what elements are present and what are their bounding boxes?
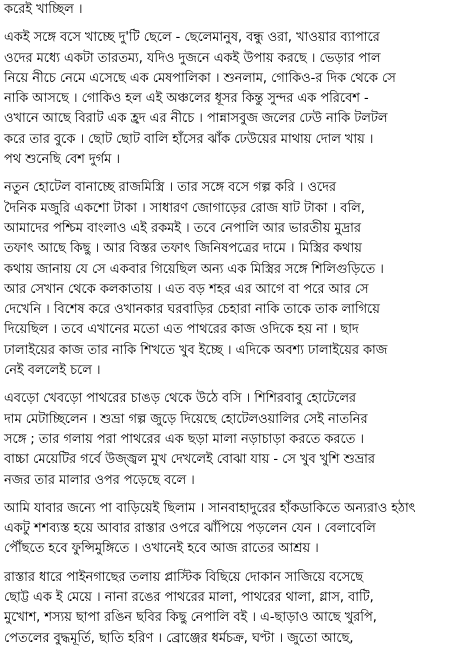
text-line: নজর তার মালার ওপর পড়েছে বলে ।: [4, 472, 195, 488]
text-line: আর সেখান থেকে কলকাতায় । এত বড় শহর এর আগে বা পরে আর সে: [4, 281, 369, 297]
text-line: নেই বললেই চলে ।: [4, 363, 101, 379]
text-line: নতুন হোটেল বানাচ্ছে রাজমিস্ত্রি । তার সঙ্গে বসে গল্প করি । ওদের: [4, 180, 336, 196]
text-line: দেখেনি । বিশেষ করে ওখানকার ঘরবাড়ির চেহারা নাকি তাকে তাক লাগিয়ে: [4, 302, 380, 318]
text-line: তফাৎ আছে কিছু । আর বিস্তর তফাৎ জিনিষপত্রের দামে । মিস্ত্রির কথায়: [4, 241, 362, 257]
text-line: বাচ্চা মেয়েটির গর্বে উজ্জ্বল মুখ দেখলেই বোঝা যায় - সে খুব খুশি শুভ্রার: [4, 452, 375, 468]
paragraph-gap: [4, 491, 454, 499]
text-line: আমাদের পশ্চিম বাংলাও এই রকমই । তবে নেপালি আর ভারতীয় মুদ্রার: [4, 220, 361, 236]
text-line: করে তার বুকে । ছোট ছোট বালি হাঁসের ঝাঁক ঢেউয়ের মাথায় দোল খায় ।: [4, 131, 374, 147]
text-line: আমি যাবার জন্যে পা বাড়িয়েই ছিলাম । সানবাহাদুরের হাঁকডাকিতে অন্যরাও হঠাৎ: [4, 500, 416, 516]
text-line: নিয়ে নীচে নেমে এসেছে এক মেষপালিকা । শুনলাম, গোকিও-র দিক থেকে সে: [4, 70, 396, 86]
text-line: কথায় জানায় যে সে একবার গিয়েছিল অন্য এক মিস্ত্রির সঙ্গে শিলিগুড়িতে ।: [4, 261, 384, 277]
text-line: করেই খাচ্ছিল ।: [4, 2, 83, 17]
text-line: রাস্তার ধারে পাইনগাছের তলায় প্লাস্টিক বিছিয়ে দোকান সাজিয়ে বসেছে: [4, 569, 364, 585]
paragraph: [4, 568, 454, 649]
text-line: একটু শশব্যস্ত হয়ে আবার রাস্তার ওপরে ঝাঁপিয়ে পড়লেন যেন । বেলাবেলি: [4, 521, 376, 537]
text-line: পেতলের বুদ্ধমূর্তি, ছাতি হরিণ । ব্রোঞ্জের ধর্মচক্র, ঘণ্টা । জুতো আছে,: [4, 630, 354, 646]
text-line: পথ শুনেছি বেশ দুর্গম ।: [4, 152, 120, 168]
text-line: ঢালাইয়ের কাজ তার নাকি শিখতে খুব ইচ্ছে । এদিকে অবশ্য ঢালাইয়ের কাজ: [4, 342, 388, 358]
text-line: ওখানে আছে বিরাট এক হ্রদ এর নীচে । পান্নাসবুজ জলের ঢেউ নাকি টলটল: [4, 111, 388, 127]
paragraph: [4, 28, 454, 170]
text-line: দাম মেটাচ্ছিলেন । শুভ্রা গল্প জুড়ে দিয়েছে হোটেলওয়ালির সেই নাতনির: [4, 411, 368, 427]
paragraph-gap: [4, 20, 454, 28]
text-line: সঙ্গে ; তার গলায় পরা পাথরের এক ছড়া মালা নড়াচাড়া করতে করতে ।: [4, 431, 365, 447]
text-line: এবড়ো খেবড়ো পাথরের চাঙড় থেকে উঠে বসি । শিশিরবাবু হোটেলের: [4, 391, 357, 407]
paragraph: [4, 499, 454, 560]
text-line: দিয়েছিল । তবে এখানের মতো এত পাথরের কাজ ওদিকে হয় না । ছাদ: [4, 322, 359, 338]
text-line: পৌঁছতে হবে ফুন্সিমুঙ্গিতে । ওখানেই হবে আজ রাতের আশ্রয় ।: [4, 541, 319, 557]
paragraph-gap: [4, 170, 454, 178]
text-line: দৈনিক মজুরি একশো টাকা । সাধারণ জোগাড়ের রোজ ষাট টাকা । বলি,: [4, 200, 365, 216]
paragraph: [4, 389, 454, 490]
paragraph: [4, 0, 454, 20]
text-line: ওদের মধ্যে একটা তারতম্য, যদিও দুজনে একই উপায় করছে । ভেড়ার পাল: [4, 50, 381, 66]
paragraph-gap: [4, 560, 454, 568]
text-line: ছোট্ট এক ই মেয়ে । নানা রঙের পাথরের মালা, পাথরের থালা, গ্লাস, বাটি,: [4, 590, 374, 606]
paragraph: [4, 178, 454, 381]
text-line: নাকি আসছে । গোকিও হল এই অঞ্চলের ধূসর কিন্তু সুন্দর এক পরিবেশ -: [4, 91, 369, 107]
paragraph-gap: [4, 381, 454, 389]
text-line: মুখোশ, শস্যয় ছাপা রঙিন ছবির কিছু নেপালি বই । এ-ছাড়াও আছে খুরপি,: [4, 610, 377, 626]
text-line: একই সঙ্গে বসে খাচ্ছে দু'টি ছেলে - ছেলেমানুষ, বন্ধু ওরা, খাওয়ার ব্যাপারে: [4, 30, 380, 46]
